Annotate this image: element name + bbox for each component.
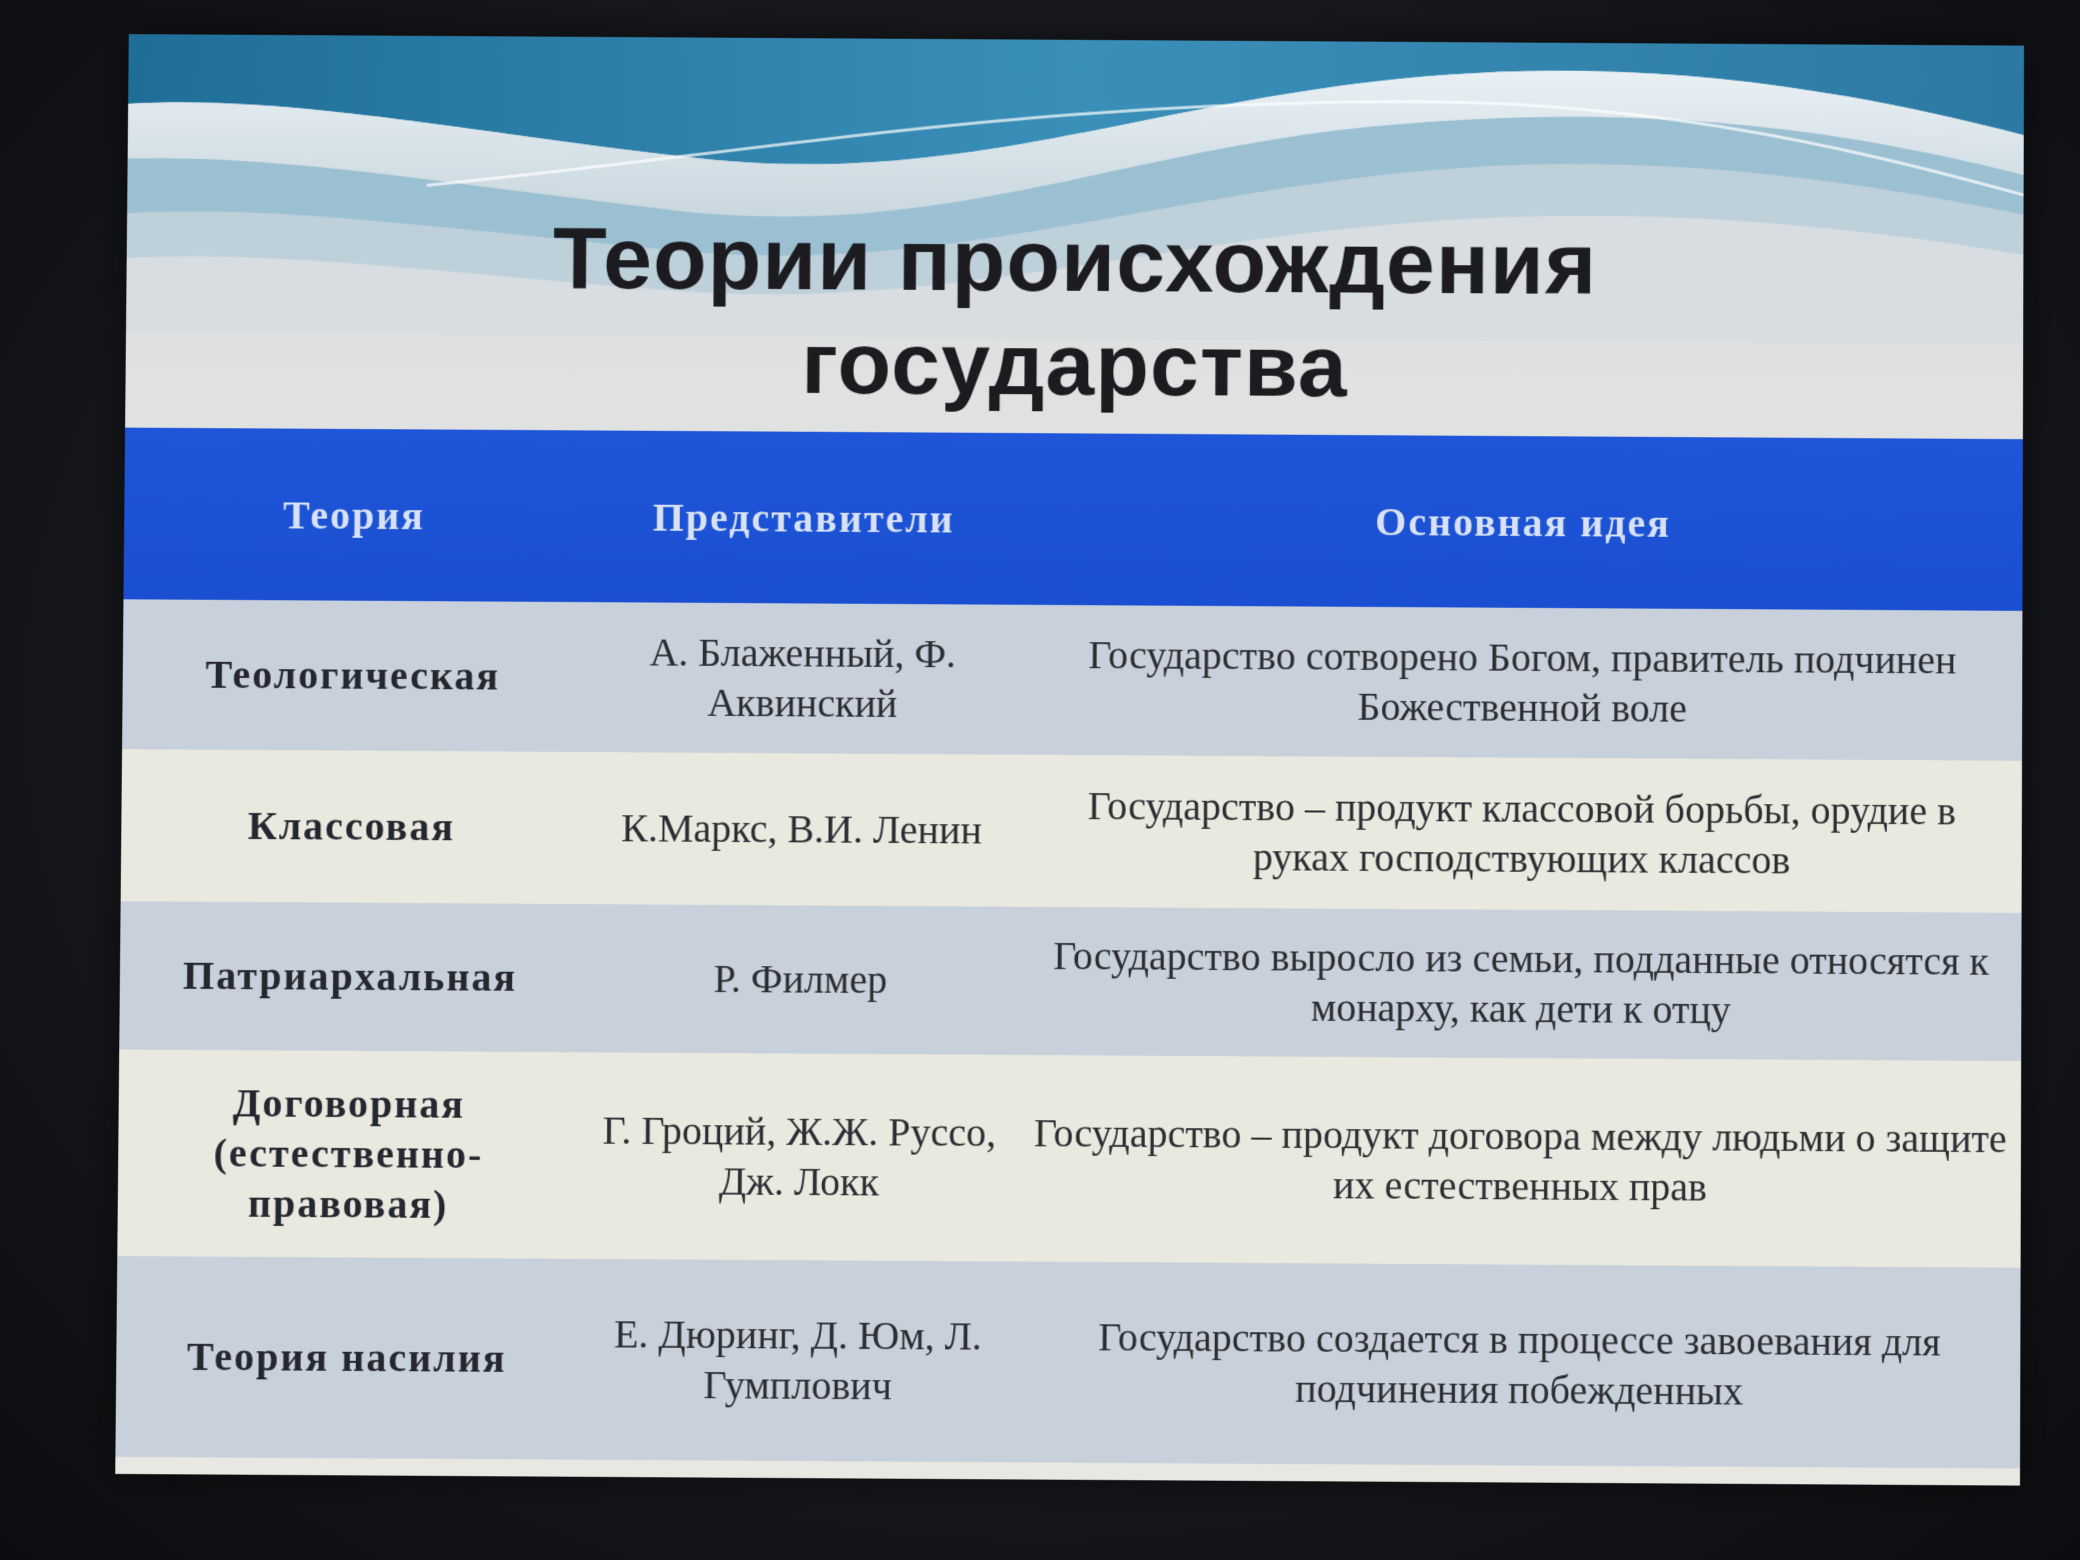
theory-cell: Патриархальная bbox=[182, 952, 518, 1000]
theories-table-container bbox=[115, 428, 2023, 1469]
theory-cell: Классовая bbox=[247, 802, 456, 850]
slide-title-line-2: государства bbox=[800, 313, 1348, 416]
representatives-cell: А. Блаженный, Ф. Аквинский bbox=[649, 629, 957, 726]
idea-cell: Государство сотворено Богом, правитель подчинен Божественной воле bbox=[1088, 632, 1957, 731]
representatives-cell: Е. Дюринг, Д. Юм, Л. Гумплович bbox=[613, 1311, 983, 1409]
idea-cell: Государство выросло из семьи, подданные относятся к монарху, как дети к отцу bbox=[1053, 932, 1990, 1033]
idea-cell: Государство – продукт классовой борьбы, орудие в руках господствующих классов bbox=[1087, 783, 1956, 883]
slide-title bbox=[125, 203, 2023, 422]
table-row bbox=[119, 901, 2021, 1061]
header-representatives: Представители bbox=[652, 494, 955, 541]
presentation-slide bbox=[115, 34, 2024, 1486]
idea-cell: Государство – продукт договора между людьми о защите их естественных прав bbox=[1033, 1110, 2007, 1210]
table-header-row bbox=[123, 428, 2022, 611]
slide-title-line-1: Теории происхождения bbox=[552, 207, 1598, 313]
representatives-cell: К.Маркс, В.И. Ленин bbox=[620, 805, 982, 853]
representatives-cell: Г. Гроций, Ж.Ж. Руссо, Дж. Локк bbox=[602, 1107, 997, 1205]
table-row bbox=[121, 749, 2022, 913]
theory-cell: Теория насилия bbox=[186, 1333, 507, 1381]
theories-table bbox=[115, 428, 2023, 1469]
representatives-cell: Р. Филмер bbox=[713, 955, 888, 1003]
theory-cell: Договорная (естественно-правовая) bbox=[213, 1080, 484, 1227]
table-row bbox=[122, 599, 2022, 761]
table-row bbox=[117, 1049, 2021, 1267]
header-main-idea: Основная идея bbox=[1375, 498, 1671, 546]
table-row bbox=[115, 1256, 2020, 1468]
header-theory: Теория bbox=[283, 491, 426, 538]
theory-cell: Теологическая bbox=[205, 651, 501, 699]
idea-cell: Государство создается в процессе завоевания для подчинения побежденных bbox=[1098, 1314, 1941, 1414]
